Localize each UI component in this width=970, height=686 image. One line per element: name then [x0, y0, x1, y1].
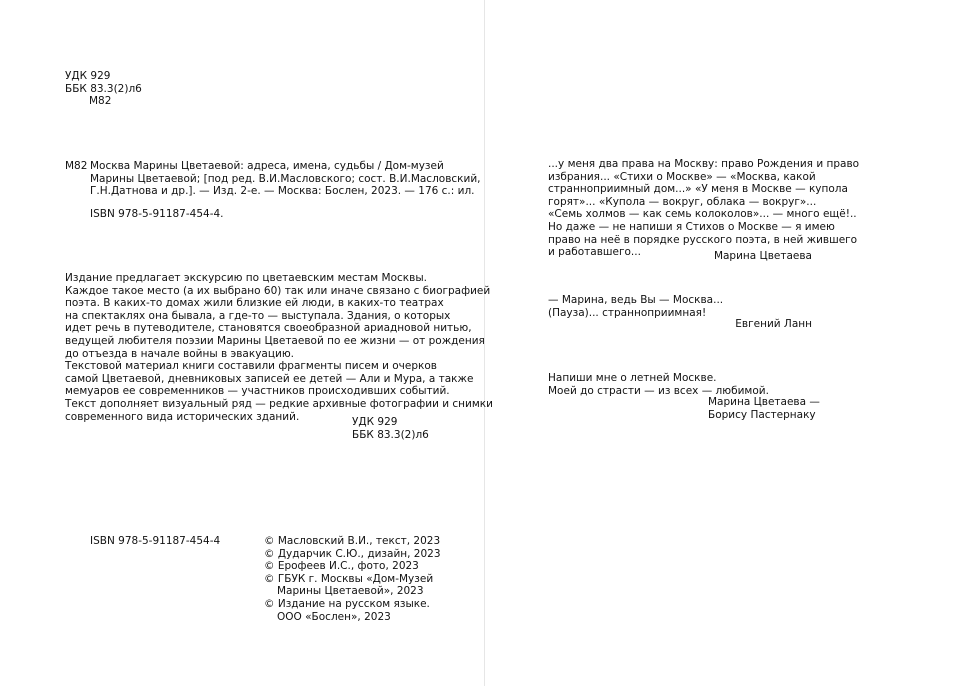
copyright-line: © Масловский В.И., текст, 2023: [264, 535, 441, 547]
annotation-line: Текст дополняет визуальный ряд — редкие архивные фотографии и снимки: [65, 397, 493, 410]
bib-line: Марины Цветаевой; [под ред. В.И.Масловского; сост. В.И.Масловский,: [90, 172, 481, 185]
annotation-line: мемуаров ее современников — участников происходивших событий.: [65, 385, 450, 398]
annotation-line: Каждое такое место (а их выбрано 60) так или иначе связано с биографией: [65, 284, 491, 297]
copyright-line: © Ерофеев И.С., фото, 2023: [264, 560, 419, 573]
annotation-line: до отъезда в начале войны в эвакуацию.: [65, 347, 295, 360]
epigraph-line: ...у меня два права на Москву: право Рождения и право: [548, 158, 860, 170]
annotation-line: Текстовой материал книги составили фрагменты писем и очерков: [65, 360, 437, 373]
epigraph-line: странноприимный дом...» «У меня в Москве — купола: [548, 183, 848, 196]
annotation-line: самой Цветаевой, дневниковых записей ее детей — Али и Мура, а также: [65, 372, 474, 385]
annotation-line: Издание предлагает экскурсию по цветаевским местам Москвы.: [65, 272, 427, 284]
epigraph-line: «Семь холмов — как семь колоколов»... — много ещё!..: [548, 208, 857, 221]
epigraph-line: Моей до страсти — из всех — любимой.: [548, 384, 769, 397]
classification-bottom: [352, 416, 429, 441]
epigraph-line: горят»... «Купола — вокруг, облака — вокруг»...: [548, 195, 817, 208]
epigraph-2: [548, 294, 723, 319]
author-line: Марина Цветаева —: [708, 396, 820, 408]
copyright-line: © Дударчик С.Ю., дизайн, 2023: [264, 547, 441, 560]
epigraph-3-author: [708, 396, 820, 421]
bib-code: М82: [65, 160, 88, 172]
epigraph-line: право на неё в порядке русского поэта, в ней жившего: [548, 233, 858, 246]
author-line: Борису Пастернаку: [708, 408, 816, 421]
udk-code: УДК 929: [65, 70, 111, 82]
epigraph-line: избрания... «Стихи о Москве» — «Москва, какой: [548, 170, 816, 183]
copyright-line: © Издание на русском языке.: [264, 597, 430, 610]
copyright-line: © ГБУК г. Москвы «Дом-Музей: [264, 572, 434, 585]
copyright-line: ООО «Бослен», 2023: [277, 610, 391, 623]
isbn-bottom: ISBN 978-5-91187-454-4: [90, 535, 221, 547]
epigraph-line: и работавшего...: [548, 246, 641, 259]
annotation-line: ведущей любителя поэзии Марины Цветаевой по ее жизни — от рождения: [65, 334, 485, 347]
udk-code-bottom: УДК 929: [352, 416, 398, 428]
bib-line: Москва Марины Цветаевой: адреса, имена, судьбы / Дом-музей: [90, 160, 444, 172]
epigraph-line: — Марина, ведь Вы — Москва...: [548, 294, 724, 306]
copyright-block: [264, 535, 441, 623]
annotation-line: идет речь в путеводителе, становятся своеобразной ариадновой нитью,: [65, 322, 472, 335]
bibliographic-entry: [90, 160, 481, 220]
annotation-line: поэта. В каких-то домах жили близкие ей люди, в каких-то театрах: [65, 297, 444, 310]
epigraph-2-author: Евгений Ланн: [735, 318, 812, 330]
annotation: [65, 272, 493, 423]
epigraph-3: [548, 372, 769, 397]
bbk-code-bottom: ББК 83.3(2)л6: [352, 428, 429, 441]
copyright-line: Марины Цветаевой», 2023: [277, 585, 424, 598]
annotation-line: на спектаклях она бывала, а где-то — выступала. Здания, о которых: [65, 309, 451, 322]
bbk-code: ББК 83.3(2)л6: [65, 82, 142, 95]
classification-block: [65, 70, 142, 108]
epigraph-line: Но даже — не напиши я Стихов о Москве — я имею: [548, 220, 835, 233]
epigraph-line: (Пауза)... странноприимная!: [548, 306, 707, 319]
bib-line: Г.Н.Датнова и др.]. — Изд. 2-е. — Москва: Бослен, 2023. — 176 с.: ил.: [90, 185, 475, 198]
annotation-line: современного вида исторических зданий.: [65, 410, 300, 423]
isbn-line: ISBN 978-5-91187-454-4.: [90, 207, 224, 220]
epigraph-1-author: Марина Цветаева: [713, 250, 812, 262]
author-mark: М82: [89, 95, 112, 108]
epigraph-1: [548, 158, 859, 259]
epigraph-line: Напиши мне о летней Москве.: [548, 372, 717, 384]
